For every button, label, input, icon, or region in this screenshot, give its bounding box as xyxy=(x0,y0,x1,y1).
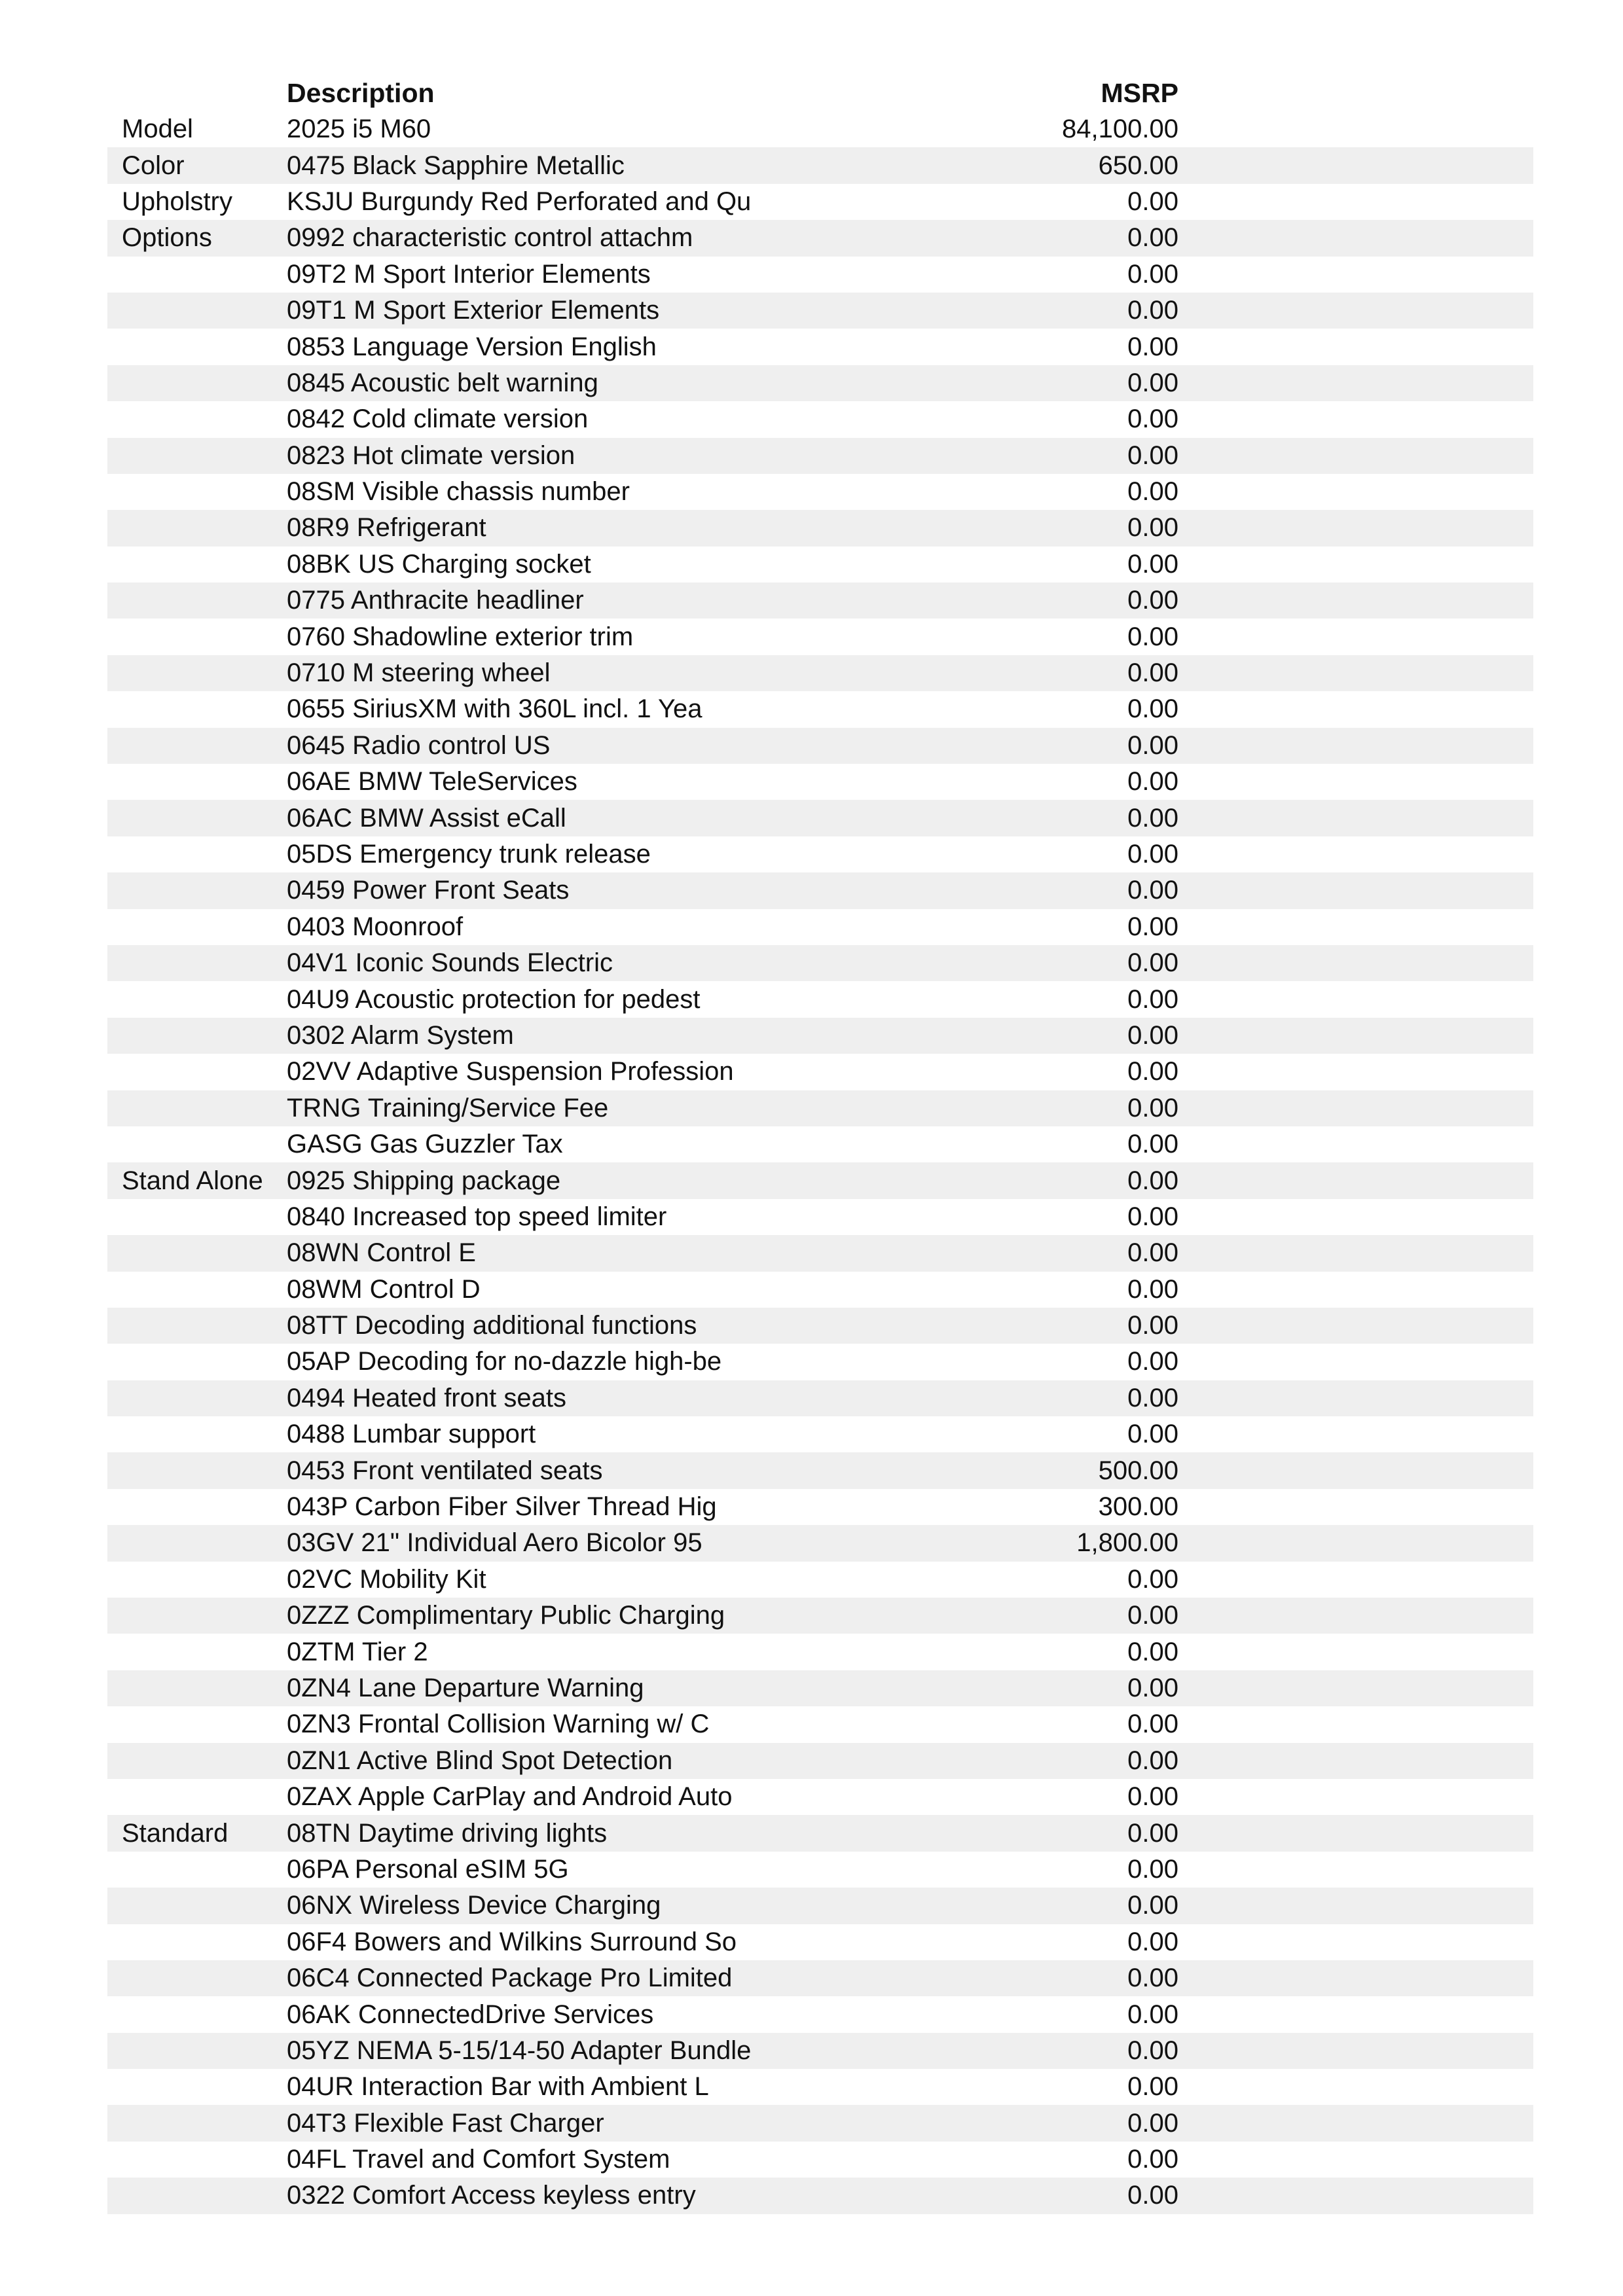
row-msrp: 0.00 xyxy=(811,2033,1178,2069)
row-category: Upholstry xyxy=(122,187,232,216)
table-row xyxy=(107,1525,1533,1561)
table-row xyxy=(107,1452,1533,1488)
row-category xyxy=(107,1562,287,1598)
row-description: 0403 Moonroof xyxy=(287,912,464,941)
row-msrp: 0.00 xyxy=(1127,2145,1178,2174)
table-row xyxy=(107,1852,1533,1888)
row-filler xyxy=(1178,1452,1533,1488)
row-description: 03GV 21" Individual Aero Bicolor 95 xyxy=(287,1525,811,1561)
row-msrp: 0.00 xyxy=(1127,1202,1178,1231)
row-msrp: 500.00 xyxy=(811,1452,1178,1488)
row-msrp: 0.00 xyxy=(1127,187,1178,216)
table-row xyxy=(107,1018,1533,1054)
table-row xyxy=(107,1888,1533,1924)
table-row xyxy=(107,836,1533,872)
table-row xyxy=(107,111,1533,147)
row-category xyxy=(107,401,287,437)
row-filler xyxy=(1178,1706,1533,1742)
row-msrp: 0.00 xyxy=(811,1162,1178,1198)
row-category xyxy=(107,1634,287,1670)
row-msrp: 0.00 xyxy=(811,583,1178,619)
row-msrp: 0.00 xyxy=(1127,622,1178,651)
row-description: 0840 Increased top speed limiter xyxy=(287,1202,667,1231)
row-description: 0453 Front ventilated seats xyxy=(287,1452,811,1488)
row-category xyxy=(107,909,287,945)
row-msrp: 84,100.00 xyxy=(1062,115,1178,144)
row-description: 0475 Black Sapphire Metallic xyxy=(287,147,811,183)
table-row xyxy=(107,619,1533,655)
row-filler xyxy=(1178,1670,1533,1706)
row-msrp: 0.00 xyxy=(1127,694,1178,724)
row-category: Color xyxy=(107,147,287,183)
row-filler xyxy=(1178,1562,1533,1598)
row-msrp: 0.00 xyxy=(1127,912,1178,941)
row-msrp: 650.00 xyxy=(811,147,1178,183)
row-filler xyxy=(1178,1489,1533,1525)
row-category xyxy=(107,728,287,764)
table-row xyxy=(107,800,1533,836)
row-description: 04V1 Iconic Sounds Electric xyxy=(287,945,811,981)
row-msrp: 0.00 xyxy=(811,220,1178,256)
row-filler xyxy=(1178,1308,1533,1344)
table-row xyxy=(107,1743,1533,1779)
row-description: 06AE BMW TeleServices xyxy=(287,767,577,797)
row-category xyxy=(107,1888,287,1924)
row-description: 08R9 Refrigerant xyxy=(287,510,811,546)
row-description: 02VC Mobility Kit xyxy=(287,1564,486,1594)
row-description: 08WN Control E xyxy=(287,1235,811,1271)
row-description: 05AP Decoding for no-dazzle high-be xyxy=(287,1347,722,1376)
table-row xyxy=(107,1380,1533,1416)
row-msrp: 0.00 xyxy=(1127,1130,1178,1159)
row-msrp: 0.00 xyxy=(811,872,1178,908)
row-category xyxy=(107,1272,287,1308)
row-category xyxy=(107,655,287,691)
row-filler xyxy=(1178,981,1533,1017)
row-category xyxy=(107,438,287,474)
row-description: 0842 Cold climate version xyxy=(287,404,589,434)
table-row xyxy=(107,2142,1533,2178)
row-msrp: 0.00 xyxy=(811,728,1178,764)
row-msrp: 0.00 xyxy=(1127,259,1178,289)
row-category xyxy=(107,2033,287,2069)
row-filler xyxy=(1178,547,1533,583)
row-description: 06AK ConnectedDrive Services xyxy=(287,2000,654,2029)
row-category xyxy=(107,329,287,365)
row-category xyxy=(107,583,287,619)
row-description: 0853 Language Version English xyxy=(287,332,657,361)
row-description: GASG Gas Guzzler Tax xyxy=(287,1130,563,1159)
row-description: 0ZN1 Active Blind Spot Detection xyxy=(287,1743,811,1779)
row-filler xyxy=(1178,1090,1533,1126)
row-filler xyxy=(1178,872,1533,908)
table-row xyxy=(107,365,1533,401)
row-category xyxy=(107,981,287,1017)
row-filler xyxy=(1178,1598,1533,1634)
table-row xyxy=(107,1670,1533,1706)
row-description: 0992 characteristic control attachm xyxy=(287,220,811,256)
row-description: 0ZN4 Lane Departure Warning xyxy=(287,1670,811,1706)
msrp-header: MSRP xyxy=(1101,78,1178,108)
row-filler xyxy=(1178,1162,1533,1198)
row-category xyxy=(107,474,287,510)
row-msrp: 0.00 xyxy=(1127,984,1178,1014)
row-description: 04T3 Flexible Fast Charger xyxy=(287,2105,811,2141)
row-msrp: 0.00 xyxy=(811,1743,1178,1779)
row-category xyxy=(107,547,287,583)
row-description: 04FL Travel and Comfort System xyxy=(287,2145,670,2174)
table-row xyxy=(107,257,1533,293)
row-description: 043P Carbon Fiber Silver Thread Hig xyxy=(287,1492,717,1522)
table-row xyxy=(107,909,1533,945)
row-category xyxy=(107,1743,287,1779)
row-msrp: 0.00 xyxy=(1127,2072,1178,2102)
row-description: 06NX Wireless Device Charging xyxy=(287,1888,811,1924)
row-description: 0ZZZ Complimentary Public Charging xyxy=(287,1598,811,1634)
row-category xyxy=(107,2069,287,2105)
row-filler xyxy=(1178,474,1533,510)
row-category xyxy=(107,1489,287,1525)
row-filler xyxy=(1178,1380,1533,1416)
row-description: 08WM Control D xyxy=(287,1274,481,1304)
row-msrp: 0.00 xyxy=(811,1815,1178,1851)
row-category xyxy=(107,1235,287,1271)
row-category xyxy=(107,1960,287,1996)
row-msrp: 0.00 xyxy=(1127,332,1178,361)
row-msrp: 0.00 xyxy=(811,1380,1178,1416)
row-filler xyxy=(1178,1996,1533,2032)
table-row xyxy=(107,510,1533,546)
row-category: Stand Alone xyxy=(107,1162,287,1198)
row-description: 02VV Adaptive Suspension Profession xyxy=(287,1057,734,1086)
description-header: Description xyxy=(287,78,435,108)
row-filler xyxy=(1178,1054,1533,1090)
row-description: 06AC BMW Assist eCall xyxy=(287,800,811,836)
row-description: 0ZAX Apple CarPlay and Android Auto xyxy=(287,1782,733,1812)
row-msrp: 0.00 xyxy=(1127,404,1178,434)
row-filler xyxy=(1178,111,1533,147)
row-category xyxy=(107,1706,287,1742)
row-filler xyxy=(1178,329,1533,365)
row-description: 0710 M steering wheel xyxy=(287,655,811,691)
table-row xyxy=(107,728,1533,764)
table-row xyxy=(107,764,1533,800)
row-category xyxy=(107,1344,287,1380)
table-row xyxy=(107,1960,1533,1996)
table-row xyxy=(107,401,1533,437)
row-msrp: 0.00 xyxy=(1127,1927,1178,1956)
row-description: 0760 Shadowline exterior trim xyxy=(287,622,634,651)
table-row xyxy=(107,474,1533,510)
table-row xyxy=(107,1090,1533,1126)
row-msrp: 0.00 xyxy=(1127,549,1178,579)
row-msrp: 0.00 xyxy=(1127,1782,1178,1812)
table-row xyxy=(107,1272,1533,1308)
table-row xyxy=(107,981,1533,1017)
table-row xyxy=(107,1562,1533,1598)
row-msrp: 0.00 xyxy=(811,1888,1178,1924)
row-category xyxy=(107,764,287,800)
row-category xyxy=(107,836,287,872)
row-msrp: 0.00 xyxy=(1127,477,1178,507)
row-description: 0ZN3 Frontal Collision Warning w/ C xyxy=(287,1710,710,1739)
row-msrp: 0.00 xyxy=(1127,767,1178,797)
row-category xyxy=(107,2142,287,2178)
row-filler xyxy=(1178,293,1533,329)
row-msrp: 0.00 xyxy=(1127,1637,1178,1666)
row-category xyxy=(107,1199,287,1235)
row-filler xyxy=(1178,836,1533,872)
table-row xyxy=(107,1634,1533,1670)
table-row xyxy=(107,583,1533,619)
row-filler xyxy=(1178,909,1533,945)
row-description: 08TN Daytime driving lights xyxy=(287,1815,811,1851)
row-category xyxy=(107,2178,287,2214)
row-category xyxy=(107,293,287,329)
table-row xyxy=(107,438,1533,474)
row-filler xyxy=(1178,2142,1533,2178)
table-row xyxy=(107,1126,1533,1162)
table-row xyxy=(107,1489,1533,1525)
row-category xyxy=(107,945,287,981)
row-description: 0ZTM Tier 2 xyxy=(287,1637,428,1666)
row-msrp: 0.00 xyxy=(811,293,1178,329)
row-msrp: 0.00 xyxy=(811,2178,1178,2214)
row-msrp: 0.00 xyxy=(1127,1420,1178,1449)
table-row xyxy=(107,1416,1533,1452)
table-row xyxy=(107,329,1533,365)
table-row xyxy=(107,1235,1533,1271)
row-description: 0925 Shipping package xyxy=(287,1162,811,1198)
option-price-table xyxy=(107,111,1533,2214)
row-filler xyxy=(1178,800,1533,836)
row-msrp: 0.00 xyxy=(1127,1854,1178,1884)
table-row xyxy=(107,691,1533,727)
table-row xyxy=(107,2105,1533,2141)
row-category xyxy=(107,1525,287,1561)
row-msrp: 0.00 xyxy=(811,1598,1178,1634)
row-category xyxy=(107,510,287,546)
row-filler xyxy=(1178,1888,1533,1924)
row-msrp: 0.00 xyxy=(811,655,1178,691)
row-description: 06F4 Bowers and Wilkins Surround So xyxy=(287,1927,737,1956)
row-filler xyxy=(1178,1126,1533,1162)
row-filler xyxy=(1178,1634,1533,1670)
row-description: 0488 Lumbar support xyxy=(287,1420,536,1449)
row-filler xyxy=(1178,401,1533,437)
row-filler xyxy=(1178,1344,1533,1380)
row-category xyxy=(107,257,287,293)
row-filler xyxy=(1178,945,1533,981)
row-category xyxy=(107,1054,287,1090)
table-row xyxy=(107,1815,1533,1851)
row-filler xyxy=(1178,1743,1533,1779)
table-row xyxy=(107,2178,1533,2214)
row-description: 0302 Alarm System xyxy=(287,1018,811,1054)
row-category: Model xyxy=(122,115,193,144)
table-row xyxy=(107,1344,1533,1380)
row-category xyxy=(107,1126,287,1162)
row-msrp: 0.00 xyxy=(811,1090,1178,1126)
row-filler xyxy=(1178,583,1533,619)
row-category xyxy=(107,1996,287,2032)
row-category xyxy=(107,619,287,655)
row-msrp: 0.00 xyxy=(1127,1274,1178,1304)
row-description: 0322 Comfort Access keyless entry xyxy=(287,2178,811,2214)
row-description: 0645 Radio control US xyxy=(287,728,811,764)
row-category xyxy=(107,872,287,908)
table-row xyxy=(107,1598,1533,1634)
option-rows xyxy=(107,111,1533,2214)
row-msrp: 0.00 xyxy=(1127,1057,1178,1086)
row-msrp: 0.00 xyxy=(1127,2000,1178,2029)
row-description: TRNG Training/Service Fee xyxy=(287,1090,811,1126)
row-description: 05YZ NEMA 5-15/14-50 Adapter Bundle xyxy=(287,2033,811,2069)
row-category xyxy=(107,1018,287,1054)
row-filler xyxy=(1178,2069,1533,2105)
row-description: 0775 Anthracite headliner xyxy=(287,583,811,619)
row-category xyxy=(107,1924,287,1960)
row-filler xyxy=(1178,655,1533,691)
table-row xyxy=(107,655,1533,691)
table-row xyxy=(107,293,1533,329)
row-msrp: 0.00 xyxy=(811,2105,1178,2141)
row-filler xyxy=(1178,2033,1533,2069)
table-row xyxy=(107,2069,1533,2105)
row-filler xyxy=(1178,365,1533,401)
row-description: KSJU Burgundy Red Perforated and Qu xyxy=(287,187,752,216)
table-row xyxy=(107,2033,1533,2069)
table-row xyxy=(107,184,1533,220)
row-category xyxy=(107,1090,287,1126)
row-filler xyxy=(1178,1815,1533,1851)
table-row xyxy=(107,547,1533,583)
row-filler xyxy=(1178,220,1533,256)
row-msrp: 1,800.00 xyxy=(811,1525,1178,1561)
row-filler xyxy=(1178,619,1533,655)
row-filler xyxy=(1178,147,1533,183)
row-msrp: 0.00 xyxy=(811,438,1178,474)
row-filler xyxy=(1178,1924,1533,1960)
row-filler xyxy=(1178,1852,1533,1888)
row-category xyxy=(107,1598,287,1634)
table-row xyxy=(107,1308,1533,1344)
row-category xyxy=(107,2105,287,2141)
row-category xyxy=(107,1416,287,1452)
table-row xyxy=(107,872,1533,908)
row-filler xyxy=(1178,1416,1533,1452)
row-msrp: 300.00 xyxy=(1098,1492,1178,1522)
row-filler xyxy=(1178,2105,1533,2141)
row-filler xyxy=(1178,1960,1533,1996)
row-filler xyxy=(1178,1018,1533,1054)
table-row xyxy=(107,1199,1533,1235)
row-filler xyxy=(1178,257,1533,293)
row-category xyxy=(107,1852,287,1888)
row-filler xyxy=(1178,2178,1533,2214)
row-filler xyxy=(1178,1525,1533,1561)
row-msrp: 0.00 xyxy=(811,945,1178,981)
row-filler xyxy=(1178,691,1533,727)
row-filler xyxy=(1178,184,1533,220)
row-filler xyxy=(1178,438,1533,474)
row-category xyxy=(107,1452,287,1488)
row-category xyxy=(107,1779,287,1815)
row-description: 0823 Hot climate version xyxy=(287,438,811,474)
row-filler xyxy=(1178,728,1533,764)
table-row xyxy=(107,945,1533,981)
row-category: Standard xyxy=(107,1815,287,1851)
row-description: 08SM Visible chassis number xyxy=(287,477,630,507)
row-description: 06C4 Connected Package Pro Limited xyxy=(287,1960,811,1996)
row-msrp: 0.00 xyxy=(811,1308,1178,1344)
row-category: Options xyxy=(107,220,287,256)
row-category xyxy=(107,691,287,727)
row-description: 0655 SiriusXM with 360L incl. 1 Yea xyxy=(287,694,702,724)
table-row xyxy=(107,220,1533,256)
table-row xyxy=(107,1054,1533,1090)
row-description: 0494 Heated front seats xyxy=(287,1380,811,1416)
row-description: 08BK US Charging socket xyxy=(287,549,591,579)
row-description: 06PA Personal eSIM 5G xyxy=(287,1854,569,1884)
table-row xyxy=(107,1706,1533,1742)
table-row xyxy=(107,147,1533,183)
row-msrp: 0.00 xyxy=(1127,1564,1178,1594)
row-category xyxy=(107,1380,287,1416)
row-description: 05DS Emergency trunk release xyxy=(287,840,651,869)
row-category xyxy=(107,365,287,401)
row-description: 0845 Acoustic belt warning xyxy=(287,365,811,401)
row-msrp: 0.00 xyxy=(811,1670,1178,1706)
row-description: 08TT Decoding additional functions xyxy=(287,1308,811,1344)
row-msrp: 0.00 xyxy=(811,1018,1178,1054)
row-description: 0459 Power Front Seats xyxy=(287,872,811,908)
table-row xyxy=(107,1924,1533,1960)
row-msrp: 0.00 xyxy=(811,510,1178,546)
row-filler xyxy=(1178,1779,1533,1815)
row-filler xyxy=(1178,1272,1533,1308)
row-filler xyxy=(1178,764,1533,800)
row-filler xyxy=(1178,1199,1533,1235)
row-category xyxy=(107,800,287,836)
row-msrp: 0.00 xyxy=(811,800,1178,836)
table-row xyxy=(107,1779,1533,1815)
row-description: 09T2 M Sport Interior Elements xyxy=(287,259,651,289)
row-msrp: 0.00 xyxy=(1127,840,1178,869)
row-description: 04UR Interaction Bar with Ambient L xyxy=(287,2072,709,2102)
row-description: 09T1 M Sport Exterior Elements xyxy=(287,293,811,329)
row-msrp: 0.00 xyxy=(1127,1710,1178,1739)
row-category xyxy=(107,1308,287,1344)
table-row xyxy=(107,1162,1533,1198)
row-filler xyxy=(1178,1235,1533,1271)
row-msrp: 0.00 xyxy=(811,365,1178,401)
row-filler xyxy=(1178,510,1533,546)
table-row xyxy=(107,1996,1533,2032)
row-category xyxy=(107,1670,287,1706)
row-description: 2025 i5 M60 xyxy=(287,115,431,144)
row-msrp: 0.00 xyxy=(811,1235,1178,1271)
row-msrp: 0.00 xyxy=(1127,1347,1178,1376)
row-msrp: 0.00 xyxy=(811,1960,1178,1996)
row-description: 04U9 Acoustic protection for pedest xyxy=(287,984,701,1014)
